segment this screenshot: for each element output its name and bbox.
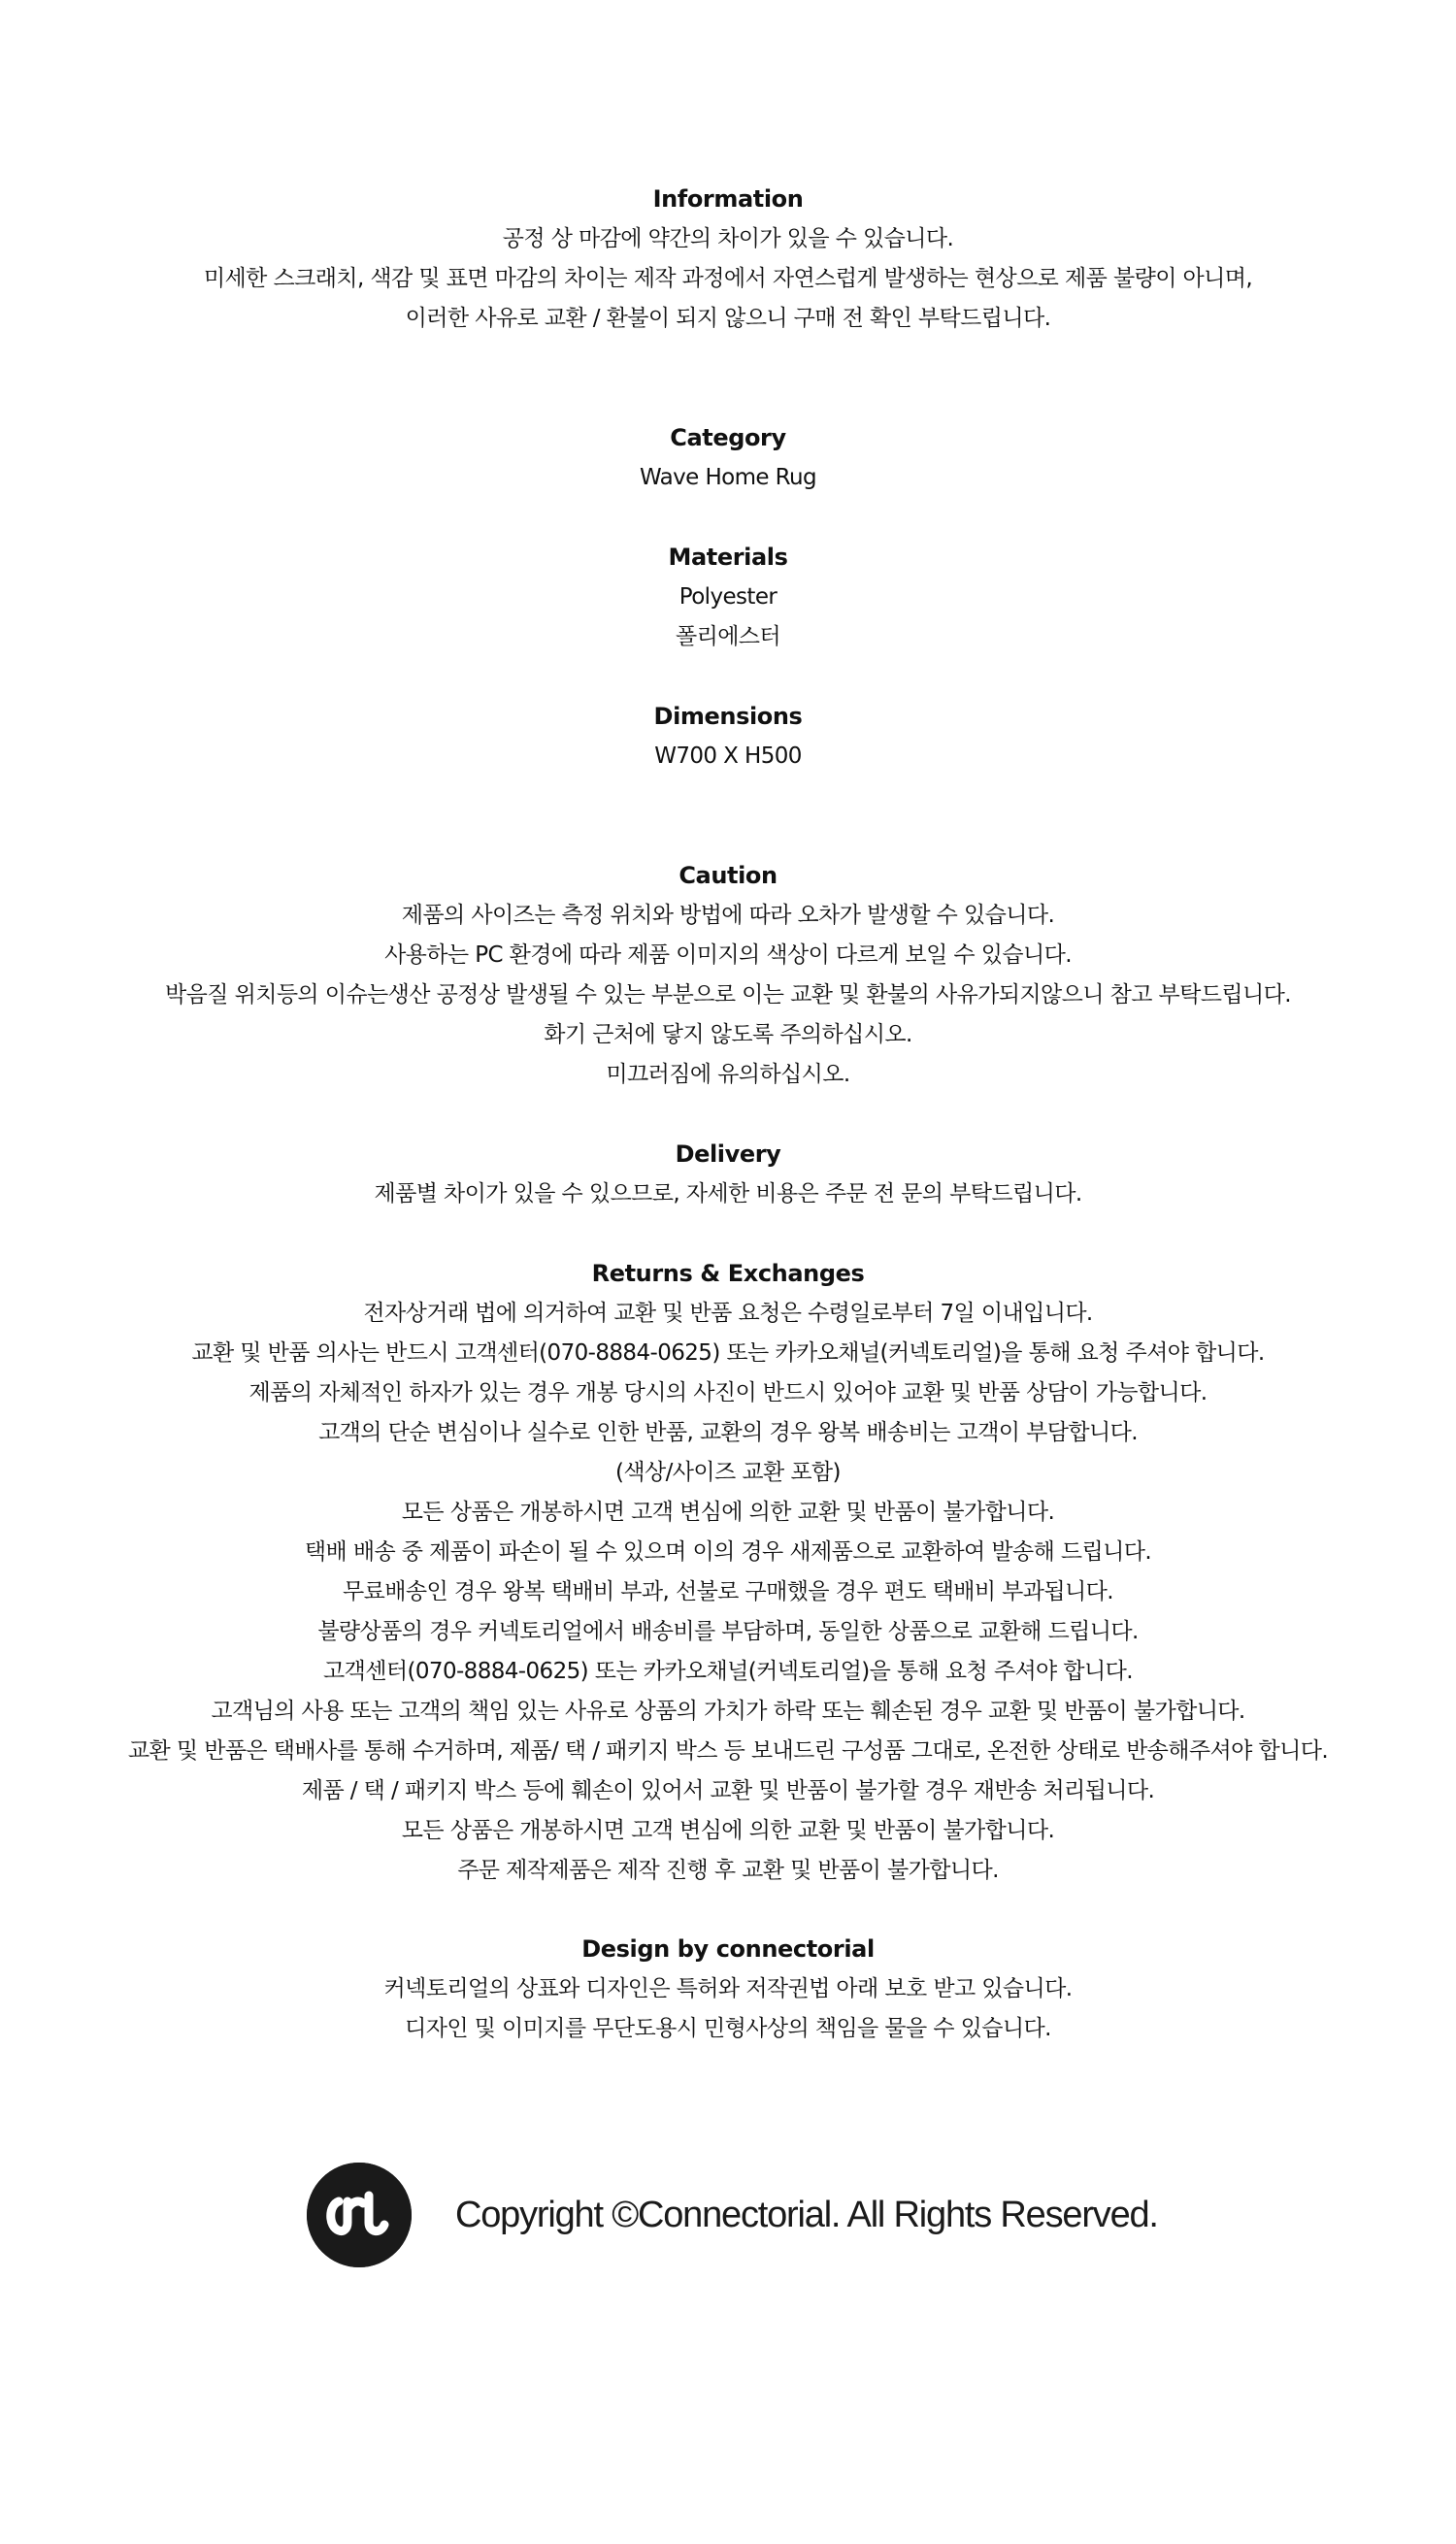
information-heading: Information [652,185,804,213]
returns-line: 교환 및 반품은 택배사를 통해 수거하며, 제품/ 택 / 패키지 박스 등 보내드린 구성품 그대로, 온전한 상태로 반송해주셔야 합니다. [127,1738,1329,1764]
returns-line: 모든 상품은 개봉하시면 고객 변심에 의한 교환 및 반품이 불가합니다. [401,1818,1055,1843]
connectorial-logo-icon [307,2163,412,2267]
returns-line: 고객님의 사용 또는 고객의 책임 있는 사유로 상품의 가치가 하락 또는 훼손된 경우 교환 및 반품이 불가합니다. [211,1699,1245,1724]
design-heading: Design by connectorial [581,1935,875,1963]
footer [307,2163,1180,2269]
information-line: 공정 상 마감에 약간의 차이가 있을 수 있습니다. [502,226,954,251]
caution-line: 미끄러짐에 유의하십시오. [606,1062,850,1087]
caution-line: 박음질 위치등의 이슈는생산 공정상 발생될 수 있는 부분으로 이는 교환 및 환불의 사유가되지않으니 참고 부탁드립니다. [165,982,1291,1008]
design-line: 디자인 및 이미지를 무단도용시 민형사상의 책임을 물을 수 있습니다. [405,2016,1051,2041]
delivery-section [0,1135,1456,1214]
dimensions-value: W700 X H500 [654,743,802,769]
materials-section [0,538,1456,657]
category-value: Wave Home Rug [640,465,816,490]
returns-line: 택배 배송 중 제품이 파손이 될 수 있으며 이의 경우 새제품으로 교환하여 발송해 드립니다. [304,1539,1152,1565]
delivery-heading: Delivery [675,1140,781,1168]
category-heading: Category [670,424,786,451]
dimensions-section [0,697,1456,776]
returns-line: 모든 상품은 개봉하시면 고객 변심에 의한 교환 및 반품이 불가합니다. [401,1500,1055,1525]
returns-line: 불량상품의 경우 커넥토리얼에서 배송비를 부담하며, 동일한 상품으로 교환해 드립니다. [317,1619,1139,1644]
returns-line: 전자상거래 법에 의거하여 교환 및 반품 요청은 수령일로부터 7일 이내입니다. [363,1301,1093,1326]
returns-line: 제품 / 택 / 패키지 박스 등에 훼손이 있어서 교환 및 반품이 불가할 경우 재반송 처리됩니다. [301,1778,1155,1803]
returns-line: 고객의 단순 변심이나 실수로 인한 반품, 교환의 경우 왕복 배송비는 고객이 부담합니다. [318,1420,1138,1445]
category-section [0,418,1456,498]
returns-line: (색상/사이즈 교환 포함) [615,1460,841,1485]
returns-section [0,1254,1456,1891]
caution-line: 사용하는 PC 환경에 따라 제품 이미지의 색상이 다르게 보일 수 있습니다. [384,942,1072,968]
returns-line: 무료배송인 경우 왕복 택배비 부과, 선불로 구매했을 경우 편도 택배비 부과됩니다. [343,1579,1113,1604]
information-section [0,180,1456,339]
returns-line: 주문 제작제품은 제작 진행 후 교환 및 반품이 불가합니다. [457,1858,999,1883]
returns-line: 교환 및 반품 의사는 반드시 고객센터(070-8884-0625) 또는 카카오채널(커넥토리얼)을 통해 요청 주셔야 합니다. [191,1340,1265,1366]
design-line: 커넥토리얼의 상표와 디자인은 특허와 저작권법 아래 보호 받고 있습니다. [383,1976,1073,2001]
caution-line: 제품의 사이즈는 측정 위치와 방법에 따라 오차가 발생할 수 있습니다. [401,903,1055,928]
materials-value: Polyester [678,584,778,610]
information-line: 미세한 스크래치, 색감 및 표면 마감의 차이는 제작 과정에서 자연스럽게 발생하는 현상으로 제품 불량이 아니며, [203,266,1253,291]
delivery-line: 제품별 차이가 있을 수 있으므로, 자세한 비용은 주문 전 문의 부탁드립니다. [374,1181,1082,1206]
copyright-text: Copyright ©Connectorial. All Rights Reserved. [455,2195,1158,2235]
dimensions-heading: Dimensions [653,703,803,730]
returns-line: 고객센터(070-8884-0625) 또는 카카오채널(커넥토리얼)을 통해 요청 주셔야 합니다. [323,1659,1133,1684]
returns-line: 제품의 자체적인 하자가 있는 경우 개봉 당시의 사진이 반드시 있어야 교환 및 반품 상담이 가능합니다. [248,1380,1208,1405]
caution-heading: Caution [678,862,778,889]
caution-section [0,856,1456,1095]
information-line: 이러한 사유로 교환 / 환불이 되지 않으니 구매 전 확인 부탁드립니다. [405,306,1051,331]
returns-heading: Returns & Exchanges [591,1260,865,1287]
caution-line: 화기 근처에 닿지 않도록 주의하십시오. [544,1022,912,1047]
design-section [0,1930,1456,2049]
materials-heading: Materials [668,544,788,571]
materials-value: 폴리에스터 [675,624,781,649]
